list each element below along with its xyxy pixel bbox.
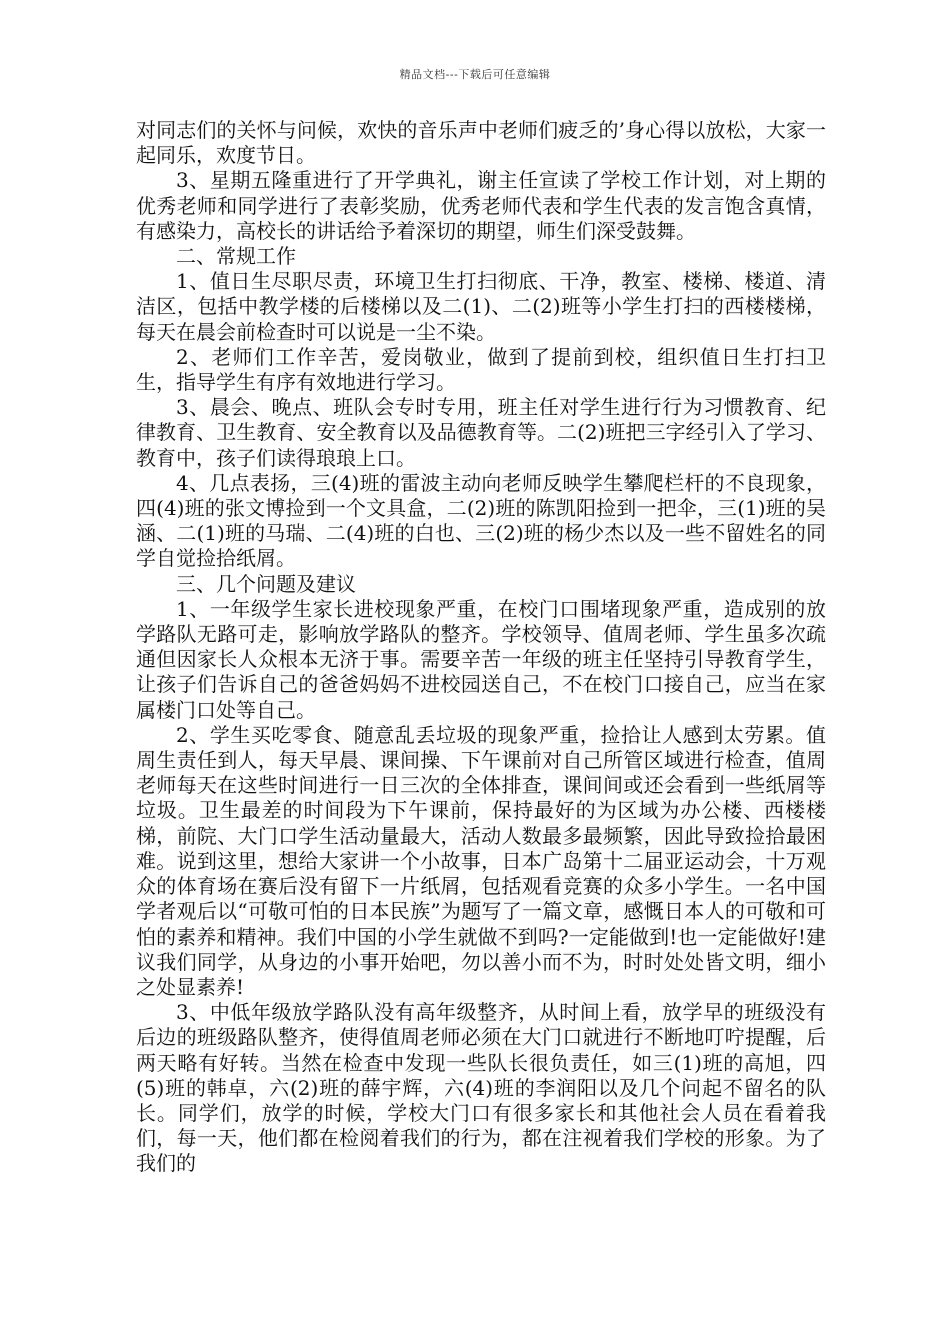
document-body: [136, 118, 826, 1177]
paragraph: 1、一年级学生家长进校现象严重，在校门口围堵现象严重，造成别的放学路队无路可走，影响放学路队的整齐。学校领导、值周老师、学生虽多次疏通但因家长人众根本无济于事。需要辛苦一年级的班主任坚持引导教育学生，让孩子们告诉自己的爸爸妈妈不进校园送自己，不在校门口接自己，应当在家属楼门口处等自己。: [136, 596, 826, 722]
paragraph: 2、老师们工作辛苦，爱岗敬业，做到了提前到校，组织值日生打扫卫生，指导学生有序有效地进行学习。: [136, 344, 826, 395]
paragraph: 3、星期五隆重进行了开学典礼，谢主任宣读了学校工作计划，对上期的优秀老师和同学进行了表彰奖励，优秀老师代表和学生代表的发言饱含真情，有感染力，高校长的讲话给予着深切的期望，师生们深受鼓舞。: [136, 168, 826, 243]
paragraph: 对同志们的关怀与问候，欢快的音乐声中老师们疲乏的’身心得以放松，大家一起同乐，欢度节日。: [136, 118, 826, 168]
paragraph: 2、学生买吃零食、随意乱丢垃圾的现象严重，捡拾让人感到太劳累。值周生责任到人，每天早晨、课间操、下午课前对自己所管区域进行检查，值周老师每天在这些时间进行一日三次的全体排查，课间间或还会看到一些纸屑等垃圾。卫生最差的时间段为下午课前，保持最好的为区域为办公楼、西楼楼梯，前院、大门口学生活动量最大，活动人数最多最频繁，因此导致捡拾最困难。说到这里，想给大家讲一个小故事，日本广岛第十二届亚运动会，十万观众的体育场在赛后没有留下一片纸屑，包括观看竞赛的众多小学生。一名中国学者观后以“可敬可怕的日本民族”为题写了一篇文章，感慨日本人的可敬和可怕的素养和精神。我们中国的小学生就做不到吗?一定能做到!也一定能做好!建议我们同学，从身边的小事开始吧，勿以善小而不为，时时处处皆文明，细小之处显素养!: [136, 722, 826, 999]
paragraph: 3、中低年级放学路队没有高年级整齐，从时间上看，放学早的班级没有后边的班级路队整齐，使得值周老师必须在大门口就进行不断地叮咛提醒，后两天略有好转。当然在检查中发现一些队长很负责任，如三(1)班的高旭，四(5)班的韩卓，六(2)班的薛宇辉，六(4)班的李润阳以及几个问起不留名的队长。同学们，放学的时候，学校大门口有很多家长和其他社会人员在看着我们，每一天，他们都在检阅着我们的行为，都在注视着我们学校的形象。为了我们的: [136, 1000, 826, 1176]
paragraph: 1、值日生尽职尽责，环境卫生打扫彻底、干净，教室、楼梯、楼道、清洁区，包括中教学楼的后楼梯以及二(1)、二(2)班等小学生打扫的西楼楼梯，每天在晨会前检查时可以说是一尘不染。: [136, 269, 826, 344]
page-header: 精品文档---下载后可任意编辑: [399, 68, 551, 81]
paragraph: 3、晨会、晚点、班队会专时专用，班主任对学生进行行为习惯教育、纪律教育、卫生教育、安全教育以及品德教育等。二(2)班把三字经引入了学习、教育中，孩子们读得琅琅上口。: [136, 395, 826, 470]
section-heading: 二、常规工作: [176, 244, 296, 269]
section-heading: 三、几个问题及建议: [176, 571, 356, 596]
paragraph: 4、几点表扬，三(4)班的雷波主动向老师反映学生攀爬栏杆的不良现象，四(4)班的张文博捡到一个文具盒，二(2)班的陈凯阳捡到一把伞，三(1)班的吴涵、二(1)班的马瑞、二(4)班的白也、三(2)班的杨少杰以及一些不留姓名的同学自觉捡拾纸屑。: [136, 470, 826, 571]
